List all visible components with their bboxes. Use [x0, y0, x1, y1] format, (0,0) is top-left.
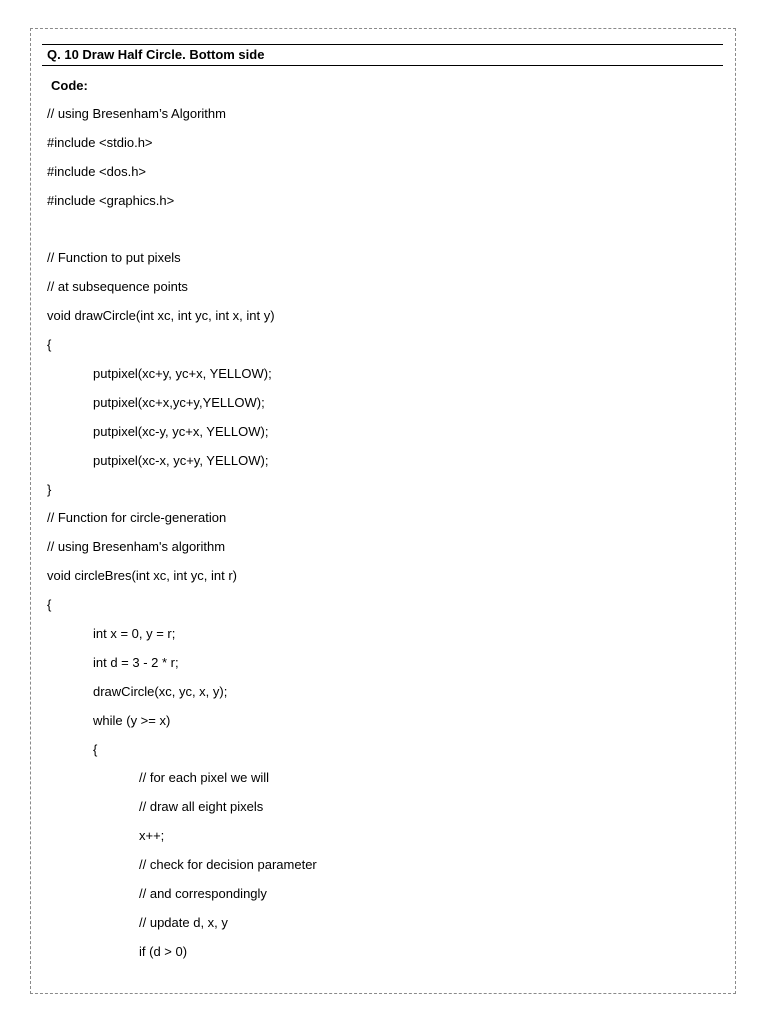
code-line: int x = 0, y = r;	[93, 626, 176, 642]
code-line: while (y >= x)	[93, 712, 171, 728]
question-header	[42, 44, 723, 66]
code-line: // using Bresenham’s Algorithm	[47, 106, 226, 121]
code-line: // draw all eight pixels	[139, 799, 264, 815]
code-line: void circleBres(int xc, int yc, int r)	[47, 568, 237, 584]
code-line: // at subsequence points	[47, 279, 188, 295]
code-line: #include <graphics.h>	[47, 192, 175, 208]
code-line: // Function to put pixels	[47, 250, 181, 266]
code-line: putpixel(xc-x, yc+y, YELLOW);	[93, 452, 269, 468]
code-line: drawCircle(xc, yc, x, y);	[93, 683, 228, 699]
code-line: // using Bresenham's algorithm	[47, 539, 226, 555]
code-line: // update d, x, y	[139, 914, 228, 930]
code-block	[47, 104, 317, 971]
code-line: x++;	[139, 828, 165, 844]
code-line: {	[93, 741, 98, 757]
code-line: if (d > 0)	[139, 943, 188, 959]
question-title: Q. 10 Draw Half Circle. Bottom side	[47, 47, 265, 62]
code-line: int d = 3 - 2 * r;	[93, 654, 179, 670]
code-line: {	[47, 337, 52, 353]
code-line: // check for decision parameter	[139, 857, 317, 873]
code-line: void drawCircle(int xc, int yc, int x, int y)	[47, 308, 275, 324]
code-line: // for each pixel we will	[139, 770, 270, 786]
code-line: putpixel(xc+y, yc+x, YELLOW);	[93, 366, 272, 382]
code-line: }	[47, 481, 52, 497]
code-heading: Code:	[51, 78, 88, 93]
code-line: putpixel(xc+x,yc+y,YELLOW);	[93, 394, 265, 410]
code-line: // Function for circle-generation	[47, 510, 227, 526]
code-line: putpixel(xc-y, yc+x, YELLOW);	[93, 423, 269, 439]
code-line: #include <dos.h>	[47, 163, 147, 179]
code-line: // and correspondingly	[139, 886, 267, 902]
code-line: {	[47, 597, 52, 613]
code-line	[47, 220, 317, 249]
code-line: #include <stdio.h>	[47, 134, 153, 150]
